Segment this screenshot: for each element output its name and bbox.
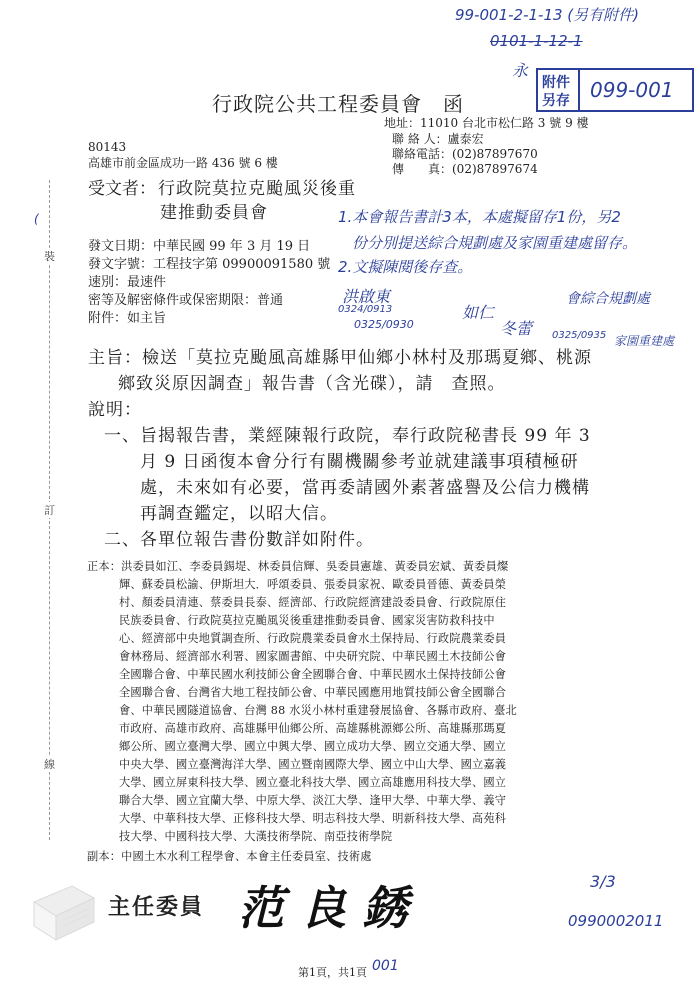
margin-scribble: ( <box>34 212 39 226</box>
explanation-item-1-line-3: 處，未來如有必要，當再委請國外素著盛譽及公信力機構 <box>140 478 590 498</box>
stamp-number: 099-001 <box>590 78 674 102</box>
stamp-label-2: 另存 <box>542 93 570 109</box>
cc-line: 全國聯合會、中華民國水利技師公會全國聯合會、中華民國水土保持技師公會 <box>119 668 507 681</box>
recipient-postal: 80143 <box>88 140 127 154</box>
cc-line: 技大學、中國科技大學、大漢技術學院、南亞技術學院 <box>119 830 393 843</box>
hand-page-note: 001 <box>372 958 399 974</box>
binding-char-3: 線 <box>44 758 55 771</box>
cc-line: 輝、蘇委員松諭、伊斯坦大．呼頌委員、張委員家祝、歐委員晉德、黃委員榮 <box>119 578 507 591</box>
cc-line: 聯合大學、國立宜蘭大學、中原大學、淡江大學、逢甲大學、中華大學、義守 <box>119 794 507 807</box>
subject-line-2: 鄉致災原因調查」報告書（含光碟），請 查照。 <box>118 374 506 394</box>
contact-phone: 聯絡電話：(02)87897670 <box>392 147 538 161</box>
speed-class: 速別：最速件 <box>88 275 167 290</box>
agency-address: 地址：11010 台北市松仁路 3 號 9 樓 <box>384 116 589 130</box>
reference-number: 發文字號：工程技字第 09900091580 號 <box>88 257 331 272</box>
recipient-address: 高雄市前金區成功一路 436 號 6 樓 <box>88 156 278 170</box>
recipient-line2: 建推動委員會 <box>160 203 268 223</box>
cc-line: 鄉公所、國立臺灣大學、國立中興大學、國立成功大學、國立交通大學、國立 <box>119 740 507 753</box>
explanation-item-1-line-2: 月 9 日函復本會分行有關機關參考並就建議事項積極研 <box>140 452 579 472</box>
explanation-item-1-line-4: 再調查鑑定，以昭大信。 <box>140 504 338 524</box>
hand-top-ref2: 0101-1-12-1 <box>490 32 583 50</box>
cc-line: 大學、國立屏東科技大學、國立臺北科技大學、國立高雄應用科技大學、國立 <box>119 776 507 789</box>
hand-note-2: 份分別提送綜合規劃處及家園重建處留存。 <box>352 234 638 252</box>
cc-copy-line: 副本：中國土木水利工程學會、本會主任委員室、技術處 <box>87 850 372 863</box>
cc-line: 正本：洪委員如江、李委員錫堤、林委員信輝、吳委員憲雄、黃委員宏斌、黃委員燦 <box>87 560 509 573</box>
hand-dept-note-2: 家園重建處 <box>614 334 675 348</box>
security-level: 密等及解密條件或保密期限：普通 <box>88 293 284 308</box>
hand-right-count: 3/3 <box>590 872 616 891</box>
stamp-label-box <box>538 70 580 110</box>
hand-sign-2-date: 0325/0930 <box>354 318 414 331</box>
agency-title: 行政院公共工程委員會 函 <box>212 92 464 116</box>
explanation-label: 說明： <box>88 400 142 420</box>
hand-sign-3: 如仁 <box>462 303 495 322</box>
cc-line: 大學、中華科技大學、正修科技大學、明志科技大學、明新科技大學、高苑科 <box>119 812 507 825</box>
cc-line: 全國聯合會、台灣省大地工程技師公會、中華民國應用地質技師公會全國聯合 <box>119 686 507 699</box>
hand-dept-note: 會綜合規劃處 <box>566 291 650 307</box>
attachment-stamp <box>536 68 694 112</box>
binding-char-2: 訂 <box>44 504 55 517</box>
recipient-line1: 行政院莫拉克颱風災後重 <box>158 179 356 199</box>
signature-name: 范良銹 <box>238 881 424 935</box>
hand-top-ref: 99-001-2-1-13 (另有附件) <box>455 6 640 24</box>
cc-line: 村、顏委員清連、蔡委員長泰、經濟部、行政院經濟建設委員會、行政院原住 <box>119 596 507 609</box>
hand-sign-4: 冬蕾 <box>500 319 533 338</box>
hand-sign-1-date: 0324/0913 <box>338 304 393 315</box>
issue-date: 發文日期：中華民國 99 年 3 月 19 日 <box>88 239 311 254</box>
hand-note-3: 2.文擬陳閱後存查。 <box>338 258 473 276</box>
hand-sign-1: 洪啟東 <box>342 287 391 306</box>
cc-line: 市政府、高雄市政府、高雄縣甲仙鄉公所、高雄縣桃源鄉公所、高雄縣那瑪夏 <box>119 722 507 735</box>
attachment-note: 附件：如主旨 <box>88 311 167 326</box>
page-indicator: 第1頁，共1頁 <box>298 966 367 979</box>
subject-line-1: 主旨：檢送「莫拉克颱風高雄縣甲仙鄉小林村及那瑪夏鄉、桃源 <box>88 348 592 368</box>
cc-line: 會、中華民國隧道協會、台灣 88 水災小林村重建發展協會、各縣市政府、臺北 <box>119 704 517 717</box>
hand-right-code: 0990002011 <box>568 912 664 930</box>
contact-fax: 傳 真：(02)87897674 <box>392 162 538 176</box>
explanation-item-2: 二、各單位報告書份數詳如附件。 <box>104 530 374 550</box>
binding-char-1: 裝 <box>44 250 55 263</box>
hand-received-mark: 永 <box>512 61 529 80</box>
stamp-label-1: 附件 <box>542 75 570 91</box>
cc-line: 中央大學、國立臺灣海洋大學、國立暨南國際大學、國立中山大學、國立嘉義 <box>119 758 507 771</box>
cc-line: 民族委員會、行政院莫拉克颱風災後重建推動委員會、國家災害防救科技中 <box>119 614 495 627</box>
contact-person: 聯 絡 人：盧泰宏 <box>392 132 484 146</box>
signature-title: 主任委員 <box>108 895 205 920</box>
explanation-item-1-line-1: 一、旨揭報告書，業經陳報行政院，奉行政院秘書長 99 年 3 <box>104 426 591 446</box>
document-stack-icon <box>28 880 100 944</box>
cc-line: 心、經濟部中央地質調查所、行政院農業委員會水土保持局、行政院農業委員 <box>119 632 507 645</box>
cc-line: 會林務局、經濟部水利署、國家圖書館、中央研究院、中華民國土木技師公會 <box>119 650 507 663</box>
hand-note-1: 1.本會報告書計3本，本處擬留存1份，另2 <box>338 208 621 226</box>
recipient-label: 受文者： <box>88 179 156 199</box>
hand-sign-4-date: 0325/0935 <box>552 330 607 341</box>
